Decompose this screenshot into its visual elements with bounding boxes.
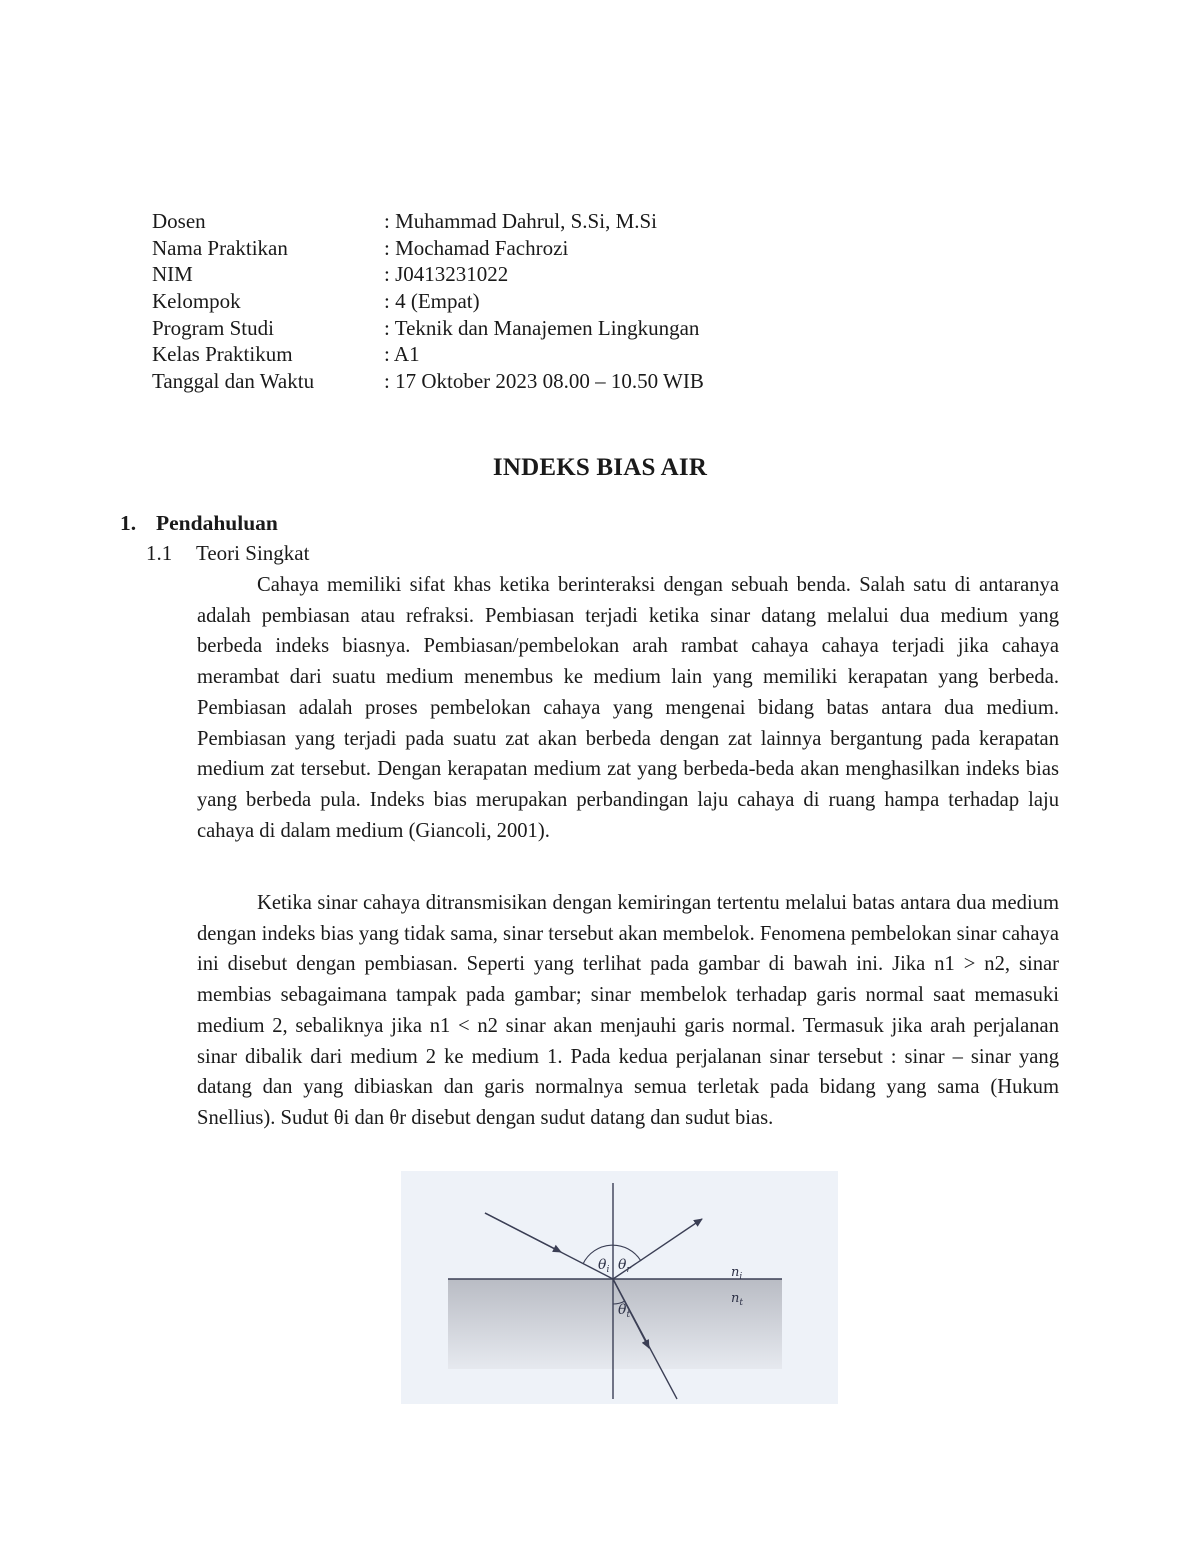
info-value: : Mochamad Fachrozi [384, 235, 569, 260]
info-row-nama-praktikan [152, 235, 852, 262]
theta-i-label: $\theta_i$ [598, 1257, 610, 1275]
info-label: NIM [152, 262, 193, 287]
info-label: Tanggal dan Waktu [152, 369, 315, 394]
refraction-diagram [401, 1171, 838, 1404]
info-row-kelompok [152, 288, 852, 315]
info-value: : J0413231022 [384, 262, 509, 287]
theta-t-label: $\theta_t$ [618, 1302, 631, 1320]
identity-table [152, 208, 852, 395]
section-heading [120, 511, 278, 536]
info-label: Program Studi [152, 315, 274, 340]
info-label: Dosen [152, 209, 206, 233]
n-t-label: $n_t$ [731, 1291, 743, 1308]
info-label: Nama Praktikan [152, 235, 288, 260]
paragraph: Ketika sinar cahaya ditransmisikan dengan kemiringan tertentu melalui batas antara dua medium dengan indeks bias yang tidak sama, sinar tersebut akan membelok. Fenomena pembelokan sinar cahaya ini disebut dengan pembiasan. Seperti yang terlihat pada gambar di bawah ini. Jika n1 > n2, sinar membias sebagaimana tampak pada gambar; sinar membelok terhadap garis normal saat memasuki medium 2, sebaliknya jika n1 < n2 sinar akan menjauhi garis normal. Termasuk jika arah perjalanan sinar dibalik dari medium 2 ke medium 1. Pada kedua perjalanan sinar tersebut : sinar – sinar yang datang dan yang dibiaskan dan garis normalnya semua terletak pada bidang yang sama (Hukum Snellius). Sudut θi dan θr disebut dengan sudut datang dan sudut bias. [197, 892, 1059, 1129]
info-value: : Teknik dan Manajemen Lingkungan [384, 315, 700, 340]
info-row-nim [152, 261, 852, 288]
subsection-heading [146, 541, 309, 566]
paragraph: Cahaya memiliki sifat khas ketika berinteraksi dengan sebuah benda. Salah satu di antaranya adalah pembiasan atau refraksi. Pembiasan terjadi ketika sinar datang melalui dua medium yang berbeda indeks biasnya. Pembiasan/pembelokan arah rambat cahaya cahaya terjadi jika cahaya merambat dari suatu medium menembus ke medium lain yang memiliki kerapatan yang berbeda. Pembiasan adalah proses pembelokan cahaya yang mengenai bidang batas antara dua medium. Pembiasan yang terjadi pada suatu zat akan berbeda dengan zat lainnya bergantung pada kerapatan medium zat tersebut. Dengan kerapatan medium zat yang berbeda-beda akan menghasilkan indeks bias yang berbeda pula. Indeks bias merupakan perbandingan laju cahaya di ruang hampa terhadap laju cahaya di dalam medium (Giancoli, 2001). [197, 574, 1059, 842]
n-i-label: $n_i$ [731, 1265, 743, 1282]
info-row-dosen [152, 208, 852, 235]
refraction-figure [401, 1171, 838, 1404]
info-row-tanggal-waktu [152, 368, 852, 395]
info-label: Kelas Praktikum [152, 342, 293, 367]
info-value: : A1 [384, 342, 420, 367]
info-row-program-studi [152, 315, 852, 342]
theta-r-label: $\theta_r$ [618, 1257, 631, 1275]
document-title: INDEKS BIAS AIR [492, 454, 708, 481]
subsection-number: 1.1 [146, 541, 173, 565]
section-title: Pendahuluan [156, 511, 278, 535]
info-value: : 4 (Empat) [384, 289, 480, 314]
info-value: : 17 Oktober 2023 08.00 – 10.50 WIB [384, 369, 704, 394]
subsection-title: Teori Singkat [196, 541, 310, 565]
info-value: : Muhammad Dahrul, S.Si, M.Si [384, 209, 658, 233]
section-number: 1. [120, 511, 137, 535]
info-label: Kelompok [152, 289, 241, 314]
info-row-kelas-praktikum [152, 341, 852, 368]
